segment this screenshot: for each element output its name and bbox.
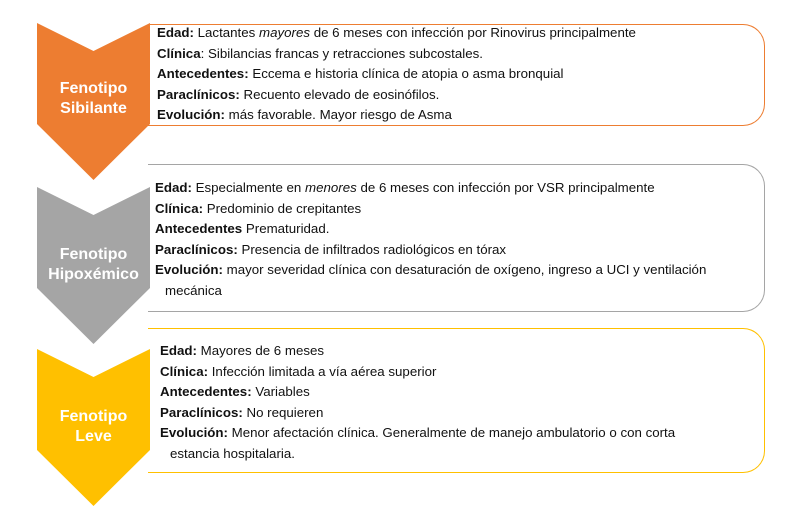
leve-clinica: Clínica: Infección limitada a vía aérea superior [160,363,437,379]
hipoxemico-label: Fenotipo Hipoxémico [48,246,139,283]
sibilante-paraclinicos: Paraclínicos: Recuento elevado de eosinófilos. [157,86,440,102]
leve-edad: Edad: Mayores de 6 meses [160,343,325,358]
leve-label: Fenotipo Leve [59,408,128,445]
leve-chevron [37,349,150,506]
sibilante-antecedentes: Antecedentes: Eccema e historia clínica de atopia o asma bronquial [157,66,564,82]
leve-details [160,341,675,465]
hipoxemico-evolucion-cont: mecánica [165,282,222,298]
sibilante-label: Fenotipo Sibilante [59,80,128,117]
sibilante-edad: Edad: Lactantes mayores de 6 meses con infección por Rinovirus principalmente [157,25,636,40]
hipoxemico-paraclinicos: Paraclínicos: Presencia de infiltrados radiológicos en tórax [155,241,507,257]
sibilante-evolucion: Evolución: más favorable. Mayor riesgo de Asma [157,107,452,123]
leve-evolucion: Evolución: Menor afectación clínica. Generalmente de manejo ambulatorio o con corta [160,425,676,441]
leve-paraclinicos: Paraclínicos: No requieren [160,404,324,420]
leve-antecedentes: Antecedentes: Variables [160,384,310,400]
sibilante-clinica: Clínica: Sibilancias francas y retracciones subcostales. [157,45,483,61]
hipoxemico-evolucion: Evolución: mayor severidad clínica con desaturación de oxígeno, ingreso a UCI y ventilación [155,262,707,278]
hipoxemico-clinica: Clínica: Predominio de crepitantes [155,200,362,216]
hipoxemico-edad: Edad: Especialmente en menores de 6 meses con infección por VSR principalmente [155,180,655,195]
hipoxemico-antecedentes: Antecedentes Prematuridad. [155,221,330,237]
leve-evolucion-cont: estancia hospitalaria. [170,445,295,461]
